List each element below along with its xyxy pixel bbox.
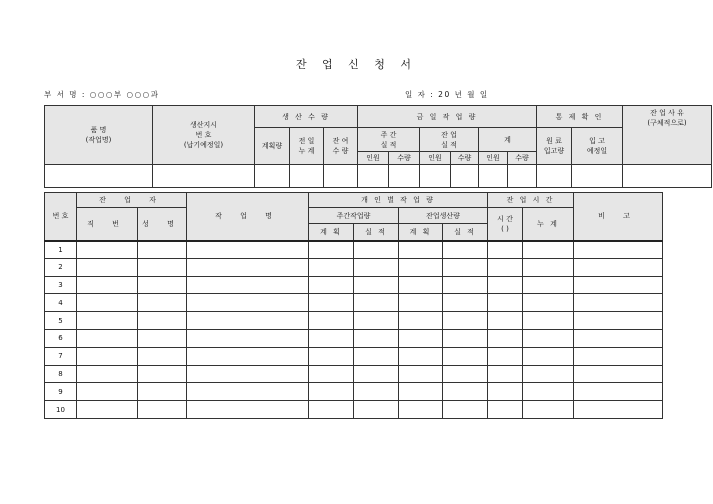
qty-header: 수량 bbox=[508, 152, 537, 165]
entry-cell[interactable] bbox=[354, 347, 399, 365]
entry-cell[interactable] bbox=[77, 294, 138, 312]
entry-cell[interactable] bbox=[523, 329, 574, 347]
inbound-date-header: 입 고 예정일 bbox=[572, 128, 623, 165]
entry-cell[interactable] bbox=[138, 258, 187, 276]
department-label: 부 서 명 : ○○○부 ○○○과 bbox=[44, 90, 160, 99]
row-number: 10 bbox=[45, 401, 77, 419]
entry-cell[interactable] bbox=[574, 258, 663, 276]
entry-cell[interactable] bbox=[523, 276, 574, 294]
entry-cell[interactable] bbox=[187, 294, 309, 312]
cumulative-header: 누 계 bbox=[523, 208, 574, 241]
remaining-quantity-header: 잔 여 수 량 bbox=[324, 128, 358, 165]
product-cell[interactable] bbox=[45, 165, 153, 188]
entry-cell[interactable] bbox=[77, 365, 138, 383]
plan-header: 계 획 bbox=[309, 224, 354, 241]
production-quantity-header: 생 산 수 량 bbox=[255, 106, 358, 128]
entry-cell[interactable] bbox=[399, 258, 443, 276]
entry-cell[interactable] bbox=[399, 312, 443, 330]
entry-cell[interactable] bbox=[138, 401, 187, 419]
entry-cell[interactable] bbox=[138, 347, 187, 365]
qty-header: 수량 bbox=[389, 152, 420, 165]
entry-cell[interactable] bbox=[138, 365, 187, 383]
previous-total-cell[interactable] bbox=[290, 165, 324, 188]
hours-header: 시 간 ( ) bbox=[488, 208, 523, 241]
entry-cell[interactable] bbox=[138, 276, 187, 294]
entry-cell[interactable] bbox=[574, 347, 663, 365]
entry-cell[interactable] bbox=[187, 347, 309, 365]
entry-cell[interactable] bbox=[443, 294, 488, 312]
entry-cell[interactable] bbox=[354, 383, 399, 401]
entry-cell[interactable] bbox=[443, 401, 488, 419]
product-header: 품 명 (작업명) bbox=[45, 106, 153, 165]
overtime-hours-header: 잔 업 시 간 bbox=[488, 193, 574, 208]
entry-cell[interactable] bbox=[309, 329, 354, 347]
day-actual-header: 주 간 실 적 bbox=[358, 128, 420, 152]
document-title: 잔 업 신 청 서 bbox=[295, 58, 418, 71]
entry-cell[interactable] bbox=[443, 365, 488, 383]
table-row bbox=[45, 258, 663, 276]
reason-cell[interactable] bbox=[623, 165, 712, 188]
entry-cell[interactable] bbox=[354, 312, 399, 330]
entry-cell[interactable] bbox=[443, 383, 488, 401]
actual-header: 실 적 bbox=[354, 224, 399, 241]
entry-cell[interactable] bbox=[399, 347, 443, 365]
entry-cell[interactable] bbox=[309, 401, 354, 419]
table-row bbox=[45, 365, 663, 383]
entry-cell[interactable] bbox=[77, 241, 138, 259]
entry-cell[interactable] bbox=[399, 401, 443, 419]
date-label: 일 자 : 20 년 월 일 bbox=[405, 90, 489, 99]
entry-cell[interactable] bbox=[77, 383, 138, 401]
row-number: 2 bbox=[45, 258, 77, 276]
entry-cell[interactable] bbox=[309, 294, 354, 312]
inbound-cell[interactable] bbox=[572, 165, 623, 188]
entry-cell[interactable] bbox=[488, 241, 523, 259]
entry-cell[interactable] bbox=[523, 365, 574, 383]
entry-cell[interactable] bbox=[354, 276, 399, 294]
worker-table bbox=[44, 192, 663, 419]
material-cell[interactable] bbox=[537, 165, 572, 188]
entry-cell[interactable] bbox=[309, 312, 354, 330]
entry-cell[interactable] bbox=[309, 383, 354, 401]
entry-cell[interactable] bbox=[77, 347, 138, 365]
individual-work-header: 개 인 별 작 업 량 bbox=[309, 193, 488, 208]
entry-cell[interactable] bbox=[488, 294, 523, 312]
table-row bbox=[45, 347, 663, 365]
entry-cell[interactable] bbox=[488, 276, 523, 294]
entry-cell[interactable] bbox=[399, 365, 443, 383]
input-cell[interactable] bbox=[358, 165, 389, 188]
day-work-header: 주간작업량 bbox=[309, 208, 399, 224]
entry-cell[interactable] bbox=[443, 276, 488, 294]
entry-cell[interactable] bbox=[523, 347, 574, 365]
entry-cell[interactable] bbox=[187, 365, 309, 383]
entry-cell[interactable] bbox=[354, 329, 399, 347]
entry-cell[interactable] bbox=[443, 347, 488, 365]
worker-header: 잔 업 자 bbox=[77, 193, 187, 208]
entry-cell[interactable] bbox=[399, 294, 443, 312]
production-table bbox=[44, 105, 712, 188]
entry-cell[interactable] bbox=[488, 312, 523, 330]
table-row bbox=[45, 401, 663, 419]
entry-cell[interactable] bbox=[574, 401, 663, 419]
entry-cell[interactable] bbox=[77, 312, 138, 330]
table-row bbox=[45, 241, 663, 259]
row-number: 5 bbox=[45, 312, 77, 330]
number-header: 번 호 bbox=[45, 193, 77, 241]
row-number: 6 bbox=[45, 329, 77, 347]
entry-cell[interactable] bbox=[77, 276, 138, 294]
input-cell[interactable] bbox=[451, 165, 479, 188]
total-header: 계 bbox=[479, 128, 537, 152]
actual-header: 실 적 bbox=[443, 224, 488, 241]
row-number: 9 bbox=[45, 383, 77, 401]
entry-cell[interactable] bbox=[77, 258, 138, 276]
entry-cell[interactable] bbox=[138, 312, 187, 330]
entry-cell[interactable] bbox=[574, 276, 663, 294]
today-work-header: 금 일 작 업 량 bbox=[358, 106, 537, 128]
entry-cell[interactable] bbox=[187, 276, 309, 294]
entry-cell[interactable] bbox=[574, 365, 663, 383]
entry-cell[interactable] bbox=[354, 401, 399, 419]
table-row bbox=[45, 276, 663, 294]
entry-cell[interactable] bbox=[488, 401, 523, 419]
previous-total-header: 전 일 누 계 bbox=[290, 128, 324, 165]
entry-cell[interactable] bbox=[138, 294, 187, 312]
entry-cell[interactable] bbox=[443, 258, 488, 276]
entry-cell[interactable] bbox=[354, 241, 399, 259]
entry-cell[interactable] bbox=[574, 383, 663, 401]
headcount-header: 인원 bbox=[420, 152, 451, 165]
entry-cell[interactable] bbox=[187, 329, 309, 347]
material-inbound-header: 원 료 입고량 bbox=[537, 128, 572, 165]
position-header: 직 번 bbox=[77, 208, 138, 241]
headcount-header: 인원 bbox=[358, 152, 389, 165]
entry-cell[interactable] bbox=[488, 347, 523, 365]
entry-cell[interactable] bbox=[77, 329, 138, 347]
entry-cell[interactable] bbox=[309, 347, 354, 365]
entry-cell[interactable] bbox=[523, 383, 574, 401]
entry-cell[interactable] bbox=[354, 258, 399, 276]
input-cell[interactable] bbox=[479, 165, 508, 188]
entry-cell[interactable] bbox=[488, 365, 523, 383]
qty-header: 수량 bbox=[451, 152, 479, 165]
entry-cell[interactable] bbox=[399, 329, 443, 347]
table-row bbox=[45, 312, 663, 330]
table-row bbox=[45, 294, 663, 312]
remaining-cell[interactable] bbox=[324, 165, 358, 188]
entry-cell[interactable] bbox=[488, 383, 523, 401]
entry-cell[interactable] bbox=[138, 383, 187, 401]
entry-cell[interactable] bbox=[523, 294, 574, 312]
input-cell[interactable] bbox=[508, 165, 537, 188]
name-header: 성 명 bbox=[138, 208, 187, 241]
entry-cell[interactable] bbox=[138, 241, 187, 259]
input-cell[interactable] bbox=[389, 165, 420, 188]
entry-cell[interactable] bbox=[523, 241, 574, 259]
plan-quantity-header: 계획량 bbox=[255, 128, 290, 165]
entry-cell[interactable] bbox=[187, 258, 309, 276]
remark-header: 비 고 bbox=[574, 193, 663, 241]
entry-cell[interactable] bbox=[309, 258, 354, 276]
plan-header: 계 획 bbox=[399, 224, 443, 241]
entry-cell[interactable] bbox=[523, 312, 574, 330]
row-number: 3 bbox=[45, 276, 77, 294]
entry-cell[interactable] bbox=[574, 294, 663, 312]
entry-cell[interactable] bbox=[574, 329, 663, 347]
entry-cell[interactable] bbox=[443, 241, 488, 259]
control-check-header: 통 제 확 인 bbox=[537, 106, 623, 128]
entry-cell[interactable] bbox=[187, 312, 309, 330]
row-number: 8 bbox=[45, 365, 77, 383]
headcount-header: 인원 bbox=[479, 152, 508, 165]
entry-cell[interactable] bbox=[574, 241, 663, 259]
order-cell[interactable] bbox=[153, 165, 255, 188]
row-number: 4 bbox=[45, 294, 77, 312]
overtime-reason-header: 잔 업 사 유 (구체적으로) bbox=[623, 106, 712, 165]
entry-cell[interactable] bbox=[399, 276, 443, 294]
overtime-actual-header: 잔 업 실 적 bbox=[420, 128, 479, 152]
work-name-header: 작 업 명 bbox=[187, 193, 309, 241]
entry-cell[interactable] bbox=[309, 241, 354, 259]
entry-cell[interactable] bbox=[523, 258, 574, 276]
overtime-production-header: 잔업생산량 bbox=[399, 208, 488, 224]
entry-cell[interactable] bbox=[187, 383, 309, 401]
entry-cell[interactable] bbox=[488, 329, 523, 347]
plan-cell[interactable] bbox=[255, 165, 290, 188]
entry-cell[interactable] bbox=[443, 312, 488, 330]
entry-cell[interactable] bbox=[138, 329, 187, 347]
entry-cell[interactable] bbox=[488, 258, 523, 276]
row-number: 7 bbox=[45, 347, 77, 365]
table-row bbox=[45, 383, 663, 401]
entry-cell[interactable] bbox=[309, 276, 354, 294]
entry-cell[interactable] bbox=[354, 294, 399, 312]
order-number-header: 생산지시 번 호 (납기예정일) bbox=[153, 106, 255, 165]
entry-cell[interactable] bbox=[309, 365, 354, 383]
entry-cell[interactable] bbox=[399, 241, 443, 259]
entry-cell[interactable] bbox=[574, 312, 663, 330]
entry-cell[interactable] bbox=[354, 365, 399, 383]
entry-cell[interactable] bbox=[77, 401, 138, 419]
table-row bbox=[45, 329, 663, 347]
entry-cell[interactable] bbox=[399, 383, 443, 401]
entry-cell[interactable] bbox=[523, 401, 574, 419]
entry-cell[interactable] bbox=[443, 329, 488, 347]
row-number: 1 bbox=[45, 241, 77, 259]
entry-cell[interactable] bbox=[187, 241, 309, 259]
entry-cell[interactable] bbox=[187, 401, 309, 419]
input-cell[interactable] bbox=[420, 165, 451, 188]
